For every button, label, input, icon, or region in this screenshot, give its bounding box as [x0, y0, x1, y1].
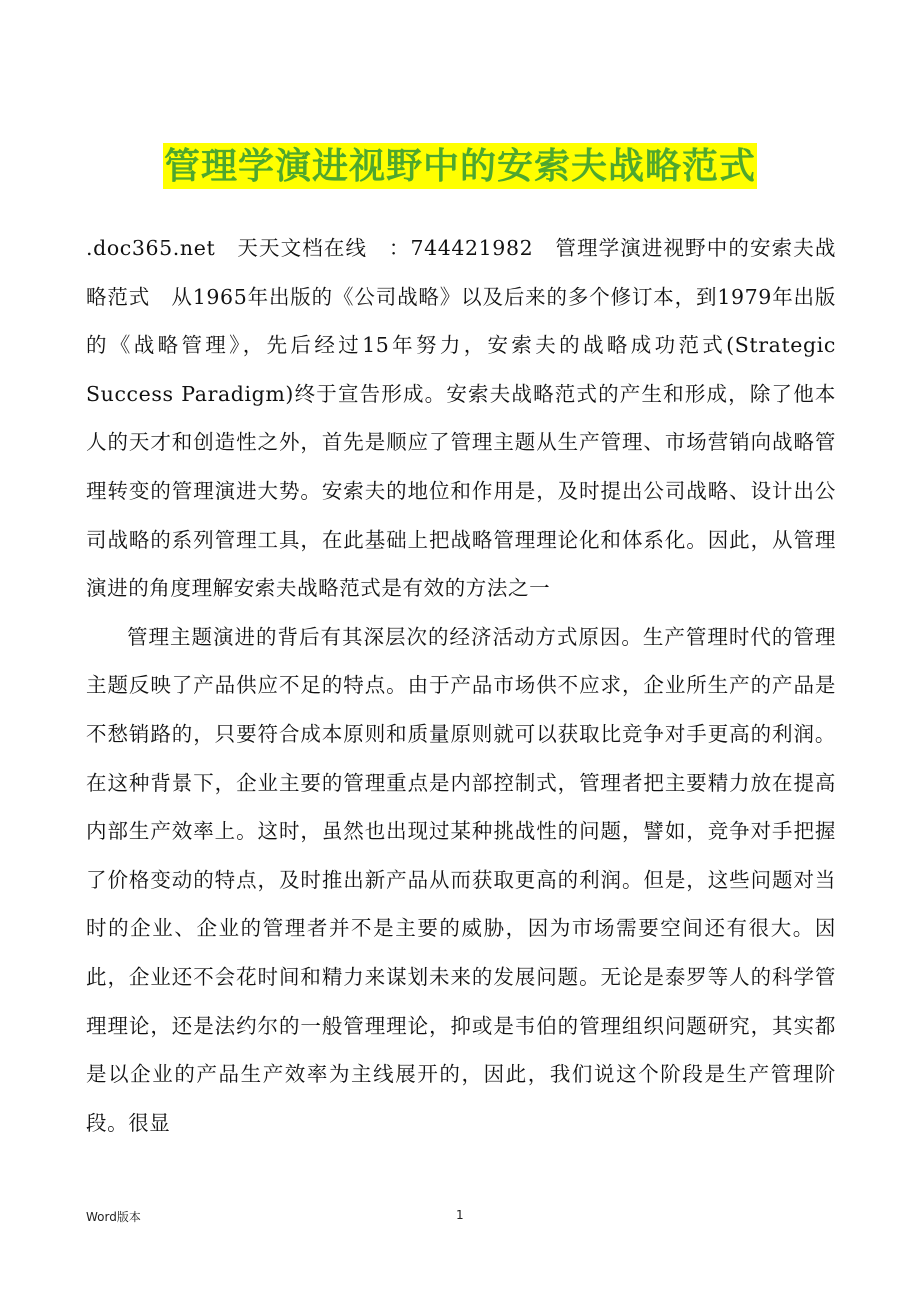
footer-page-number: 1 [456, 1208, 464, 1222]
paragraph-2: 管理主题演进的背后有其深层次的经济活动方式原因。生产管理时代的管理主题反映了产品供应不足的特点。由于产品市场供不应求，企业所生产的产品是不愁销路的，只要符合成本原则和质量原则就可以获取比竞争对手更高的利润。在这种背景下，企业主要的管理重点是内部控制式，管理者把主要精力放在提高内部生产效率上。这时，虽然也出现过某种挑战性的问题，譬如，竞争对手把握了价格变动的特点，及时推出新产品从而获取更高的利润。但是，这些问题对当时的企业、企业的管理者并不是主要的威胁，因为市场需要空间还有很大。因此，企业还不会花时间和精力来谋划未来的发展问题。无论是泰罗等人的科学管理理论，还是法约尔的一般管理理论，抑或是韦伯的管理组织问题研究，其实都是以企业的产品生产效率为主线展开的，因此，我们说这个阶段是生产管理阶段。很显 [86, 624, 836, 1135]
footer-label: Word版本 [86, 1210, 141, 1224]
document-title: 管理学演进视野中的安索夫战略范式 [163, 145, 756, 187]
title-block [0, 143, 920, 189]
paragraph-1: .doc365.net 天天文档在线 ：744421982 管理学演进视野中的安索夫战略范式 从1965年出版的《公司战略》以及后来的多个修订本，到1979年出版的《战略管理》，先后经过15年努力，安索夫的战略成功范式(Strategic Success Paradigm)终于宣告形成。安索夫战略范式的产生和形成，除了他本人的天才和创造性之外，首先是顺应了管理主题从生产管理、市场营销向战略管理转变的管理演进大势。安索夫的地位和作用是，及时提出公司战略、设计出公司战略的系列管理工具，在此基础上把战略管理理论化和体系化。因此，从管理演进的角度理解安索夫战略范式是有效的方法之一 [86, 236, 836, 601]
document-body [86, 224, 836, 1147]
